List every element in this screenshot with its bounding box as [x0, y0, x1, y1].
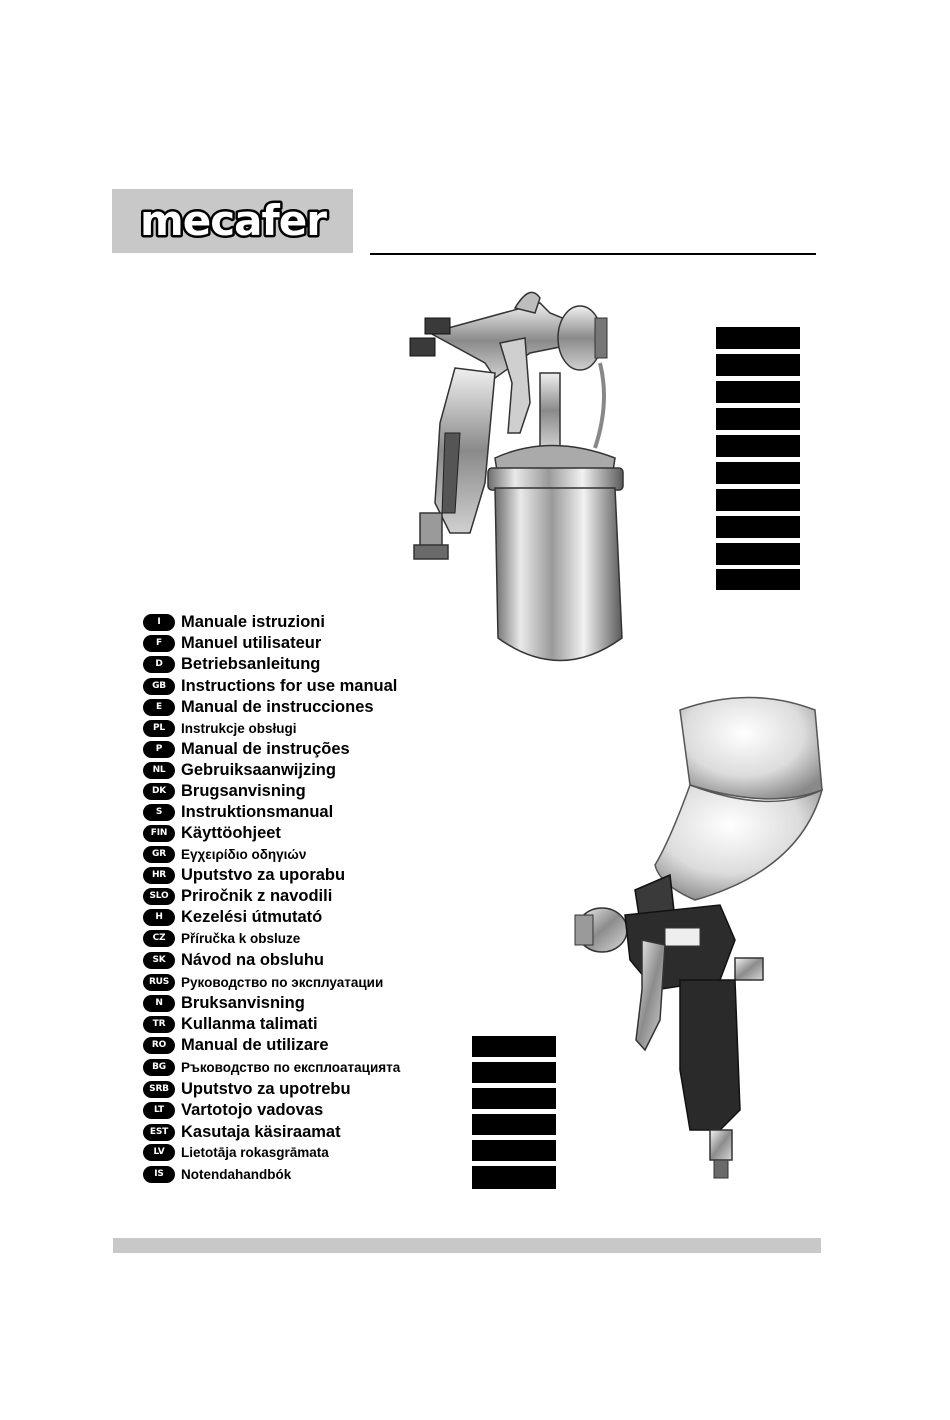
- language-label: Manual de utilizare: [181, 1035, 329, 1054]
- language-row-s: [143, 802, 333, 822]
- gravity-spray-gun-image: [570, 690, 840, 1190]
- language-row-gb: [143, 676, 397, 696]
- language-code-badge: LT: [143, 1102, 175, 1119]
- language-label: Manuel utilisateur: [181, 633, 322, 652]
- language-label: Руководство по эксплуатации: [181, 974, 384, 990]
- language-row-slo: [143, 886, 332, 906]
- language-row-sk: [143, 950, 324, 970]
- language-row-h: [143, 907, 322, 927]
- brand-logo-text: mecafer: [139, 196, 326, 245]
- language-label: Notendahandbók: [181, 1166, 292, 1182]
- language-row-bg: [143, 1057, 400, 1077]
- language-code-badge: LV: [143, 1144, 175, 1161]
- language-row-f: [143, 633, 321, 653]
- language-code-badge: N: [143, 995, 175, 1012]
- black-tab: [716, 489, 800, 511]
- language-code-badge: P: [143, 741, 175, 758]
- language-code-badge: RO: [143, 1037, 175, 1054]
- language-label: Instruktionsmanual: [181, 802, 334, 821]
- brand-logo-svg: [123, 193, 343, 249]
- language-row-gr: [143, 844, 306, 864]
- language-label: Uputstvo za upotrebu: [181, 1079, 351, 1098]
- language-code-badge: E: [143, 699, 175, 716]
- language-label: Käyttöohjeet: [181, 823, 281, 842]
- language-label: Lietotāja rokasgrāmata: [181, 1144, 329, 1160]
- language-label: Uputstvo za uporabu: [181, 865, 346, 884]
- language-label: Kezelési útmutató: [181, 907, 323, 926]
- language-label: Příručka k obsluze: [181, 930, 301, 946]
- brand-logo: [112, 189, 353, 253]
- suction-spray-gun-image: [400, 283, 640, 693]
- language-code-badge: D: [143, 656, 175, 673]
- language-label: Εγχειρίδιο οδηγιών: [181, 846, 307, 862]
- black-tab: [472, 1088, 556, 1109]
- language-code-badge: SK: [143, 952, 175, 969]
- language-row-nl: [143, 760, 336, 780]
- language-row-srb: [143, 1079, 351, 1099]
- language-row-rus: [143, 972, 383, 992]
- language-code-badge: GR: [143, 846, 175, 863]
- language-row-is: [143, 1164, 291, 1184]
- language-label: Kasutaja käsiraamat: [181, 1122, 341, 1141]
- language-row-ro: [143, 1035, 329, 1055]
- language-label: Instrukcje obsługi: [181, 720, 297, 736]
- black-tab: [472, 1114, 556, 1135]
- language-label: Manual de instrucciones: [181, 697, 374, 716]
- language-row-lt: [143, 1100, 323, 1120]
- language-row-p: [143, 739, 350, 759]
- language-label: Ръководство по експлоатацията: [181, 1059, 401, 1075]
- language-label: Betriebsanleitung: [181, 654, 321, 673]
- language-code-badge: S: [143, 804, 175, 821]
- black-tab: [716, 516, 800, 538]
- language-row-lv: [143, 1142, 329, 1162]
- black-tab: [716, 543, 800, 565]
- language-label: Manuale istruzioni: [181, 612, 325, 631]
- language-label: Instructions for use manual: [181, 676, 398, 695]
- language-code-badge: PL: [143, 720, 175, 737]
- language-code-badge: I: [143, 614, 175, 631]
- language-code-badge: EST: [143, 1124, 175, 1141]
- language-row-dk: [143, 781, 306, 801]
- brand-logo-box: [112, 189, 353, 253]
- language-label: Návod na obsluhu: [181, 950, 325, 969]
- language-code-badge: FIN: [143, 825, 175, 842]
- language-label: Kullanma talimati: [181, 1014, 318, 1033]
- language-row-tr: [143, 1014, 318, 1034]
- language-code-badge: SLO: [143, 888, 175, 905]
- black-tab: [472, 1140, 556, 1161]
- language-code-badge: SRB: [143, 1081, 175, 1098]
- black-tab: [716, 327, 800, 349]
- black-tab: [716, 569, 800, 590]
- language-code-badge: H: [143, 909, 175, 926]
- black-tab: [472, 1036, 556, 1057]
- black-tab: [716, 354, 800, 376]
- language-row-pl: [143, 718, 297, 738]
- language-row-d: [143, 654, 320, 674]
- language-row-e: [143, 697, 374, 717]
- title-rule: [370, 253, 816, 255]
- language-row-hr: [143, 865, 345, 885]
- language-label: Gebruiksaanwijzing: [181, 760, 336, 779]
- language-row-n: [143, 993, 305, 1013]
- black-tab: [716, 435, 800, 457]
- language-code-badge: BG: [143, 1059, 175, 1076]
- language-row-est: [143, 1122, 341, 1142]
- language-label: Vartotojo vadovas: [181, 1100, 324, 1119]
- black-tab: [472, 1166, 556, 1189]
- language-label: Brugsanvisning: [181, 781, 306, 800]
- language-row-i: [143, 612, 325, 632]
- language-code-badge: DK: [143, 783, 175, 800]
- black-tab: [716, 462, 800, 484]
- language-code-badge: TR: [143, 1016, 175, 1033]
- black-tab: [716, 381, 800, 403]
- language-label: Priročnik z navodili: [181, 886, 333, 905]
- black-tab: [472, 1062, 556, 1083]
- language-code-badge: HR: [143, 867, 175, 884]
- language-code-badge: RUS: [143, 974, 175, 991]
- language-code-badge: GB: [143, 678, 175, 695]
- bottom-bar: [113, 1238, 821, 1253]
- language-label: Bruksanvisning: [181, 993, 305, 1012]
- language-code-badge: NL: [143, 762, 175, 779]
- language-code-badge: IS: [143, 1166, 175, 1183]
- language-label: Manual de instruções: [181, 739, 350, 758]
- black-tab: [716, 408, 800, 430]
- language-code-badge: CZ: [143, 930, 175, 947]
- language-row-fin: [143, 823, 281, 843]
- language-code-badge: F: [143, 635, 175, 652]
- language-row-cz: [143, 928, 300, 948]
